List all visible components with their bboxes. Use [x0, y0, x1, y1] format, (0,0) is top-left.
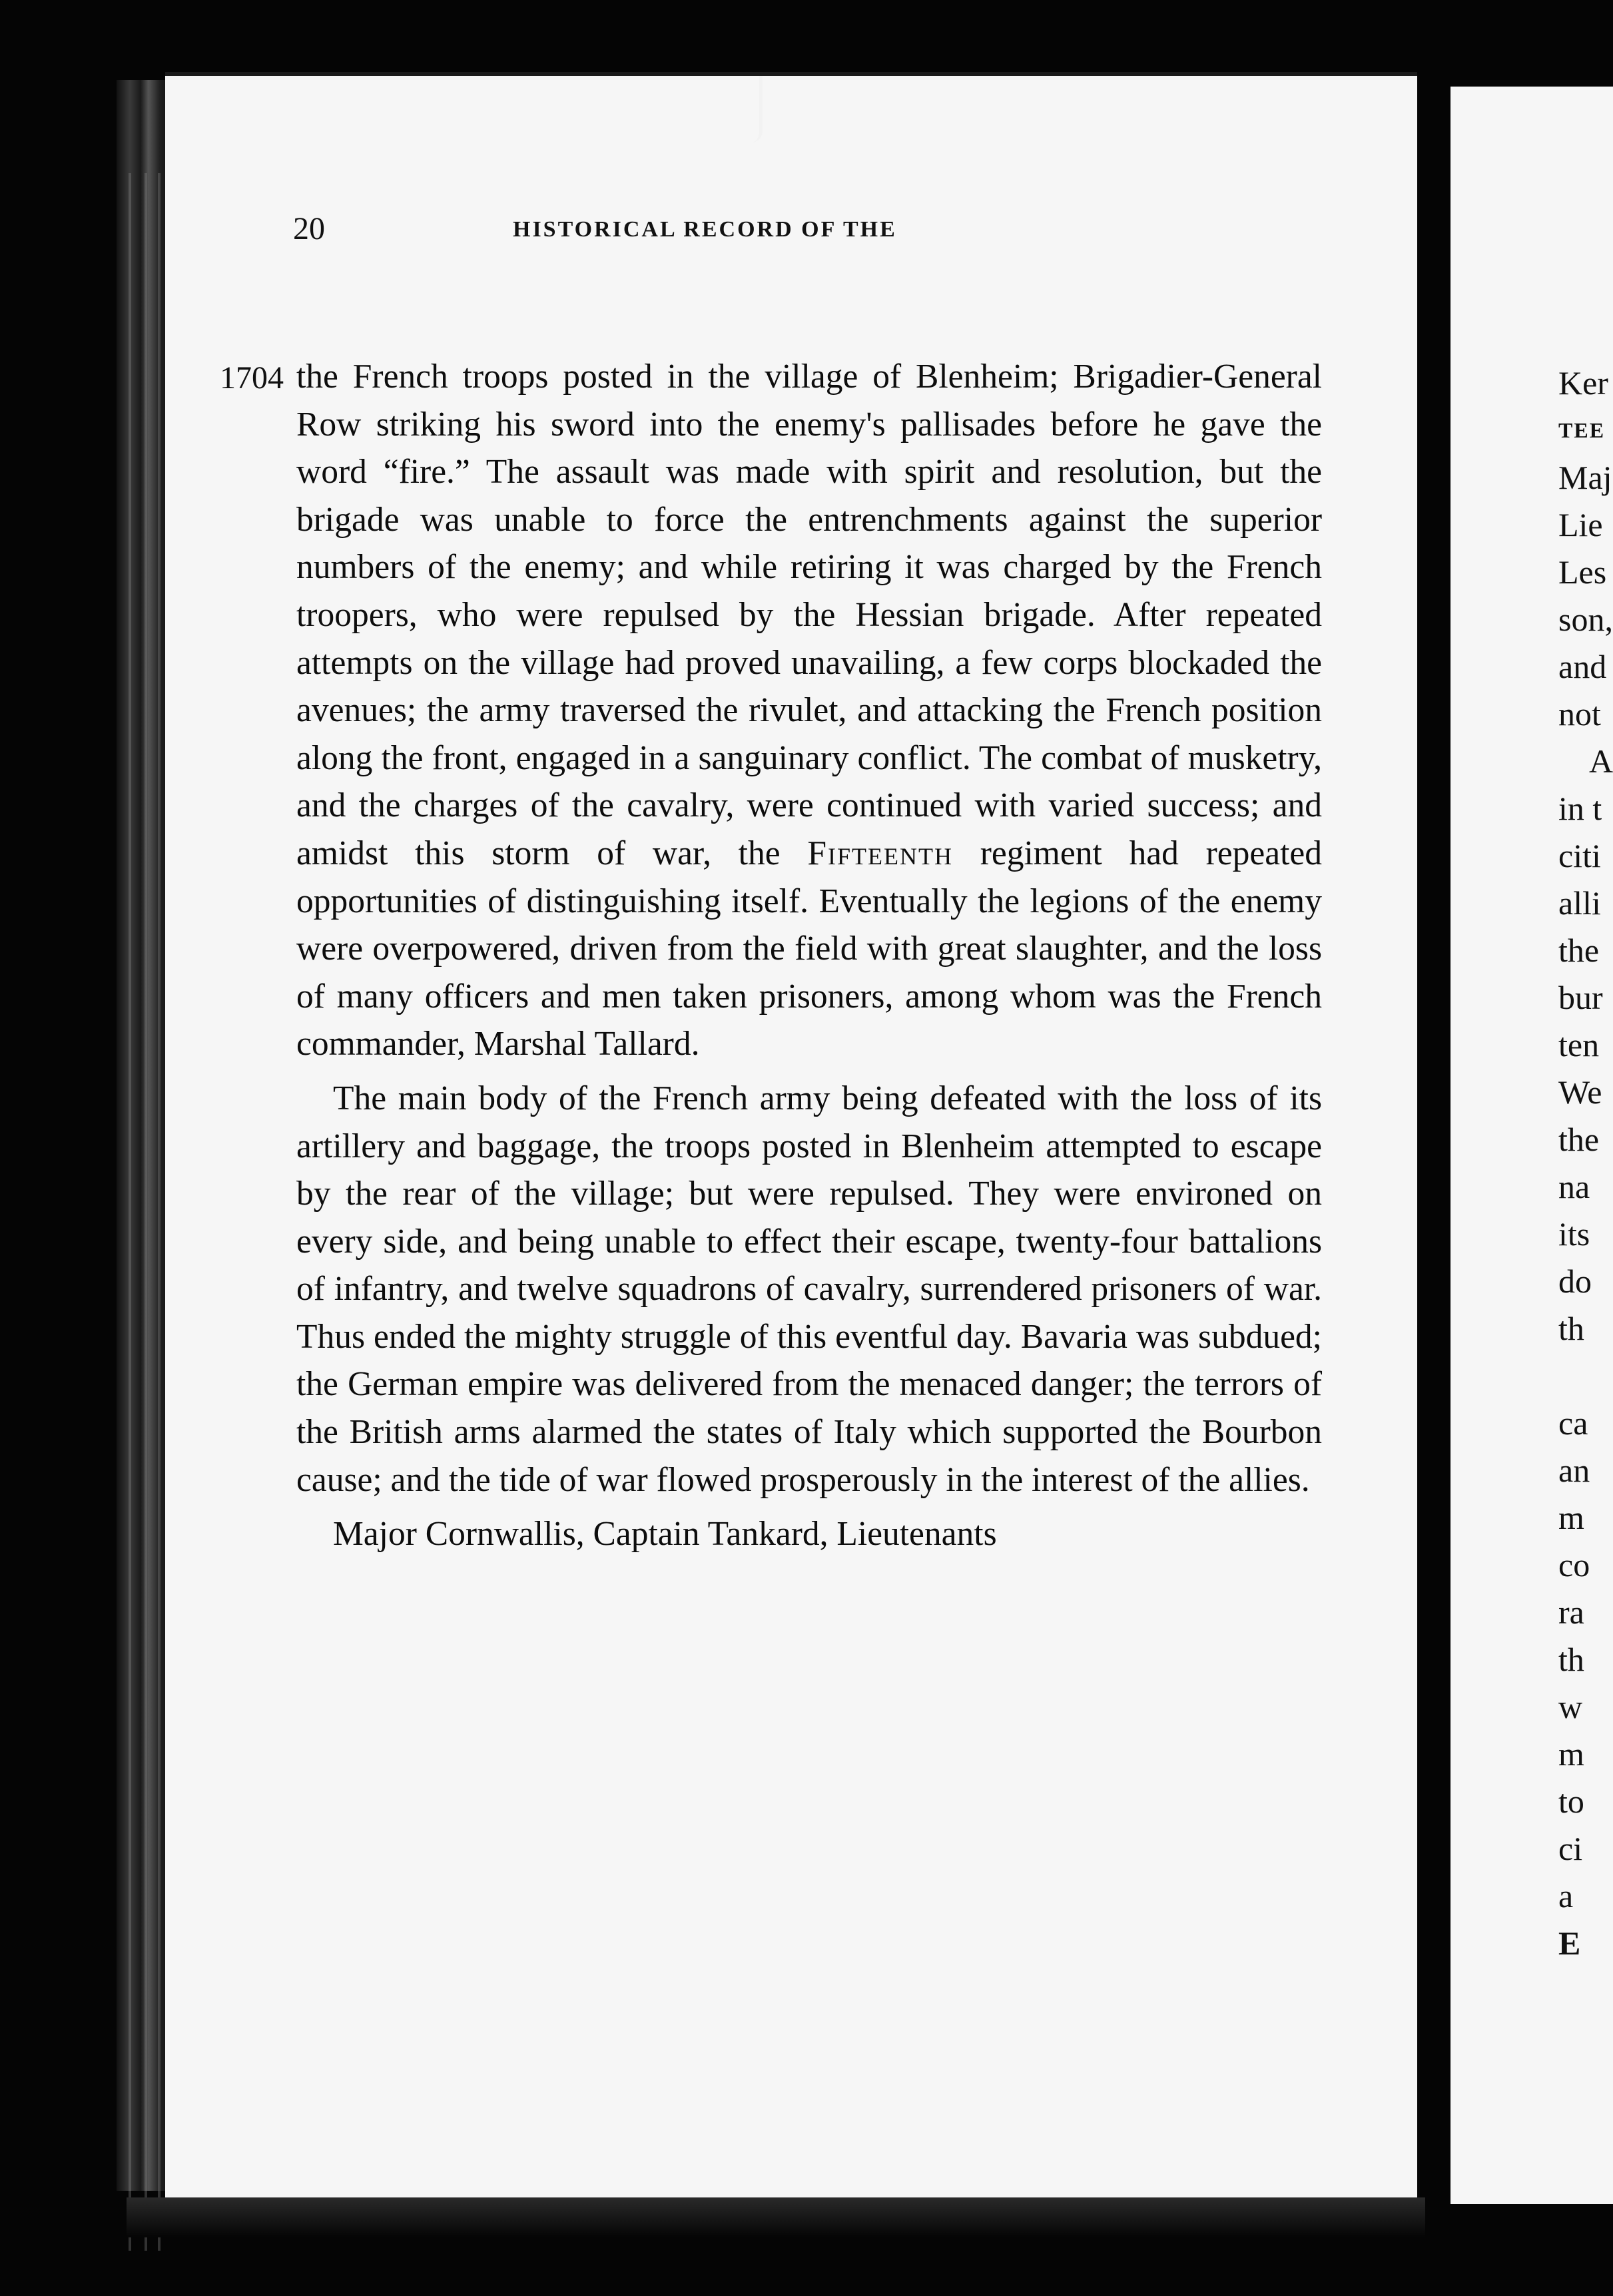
- page-header: [0, 210, 1613, 250]
- spine-line: [145, 173, 147, 2251]
- page-edge-mark: [751, 76, 763, 143]
- facing-line: ca: [1558, 1404, 1588, 1442]
- facing-line: bur: [1558, 979, 1603, 1016]
- facing-line: co: [1558, 1546, 1590, 1583]
- regiment-name: Fifteenth: [807, 834, 953, 872]
- facing-line: in t: [1558, 790, 1602, 827]
- paragraph-1-text-after: regiment had repeated opportunities of distinguishing itself. Eventually the legions of the enemy were overpowered, driven from the field with great slaughter, and the loss of many officers and men taken prisoners, among whom was the French commander, Marshal Tallard.: [296, 834, 1323, 1063]
- facing-line: Ker: [1558, 364, 1608, 402]
- facing-line: to: [1558, 1783, 1584, 1820]
- paragraph-2: The main body of the French army being defeated with the loss of its artillery and baggage, the troops posted in Blenheim attempted to escape by the rear of the village; but were repulsed. They were environed on every side, and being unable to effect their escape, twenty-four battalions of infantry, and twelve squadrons of cavalry, surrendered prisoners of war. Thus ended the mighty struggle of this eventful day. Bavaria was subdued; the German empire was delivered from the menaced danger; the terrors of the British arms alarmed the states of Italy which supported the Bourbon cause; and the tide of war flowed prosperously in the interest of the allies.: [296, 1079, 1322, 1499]
- facing-line: the: [1558, 1121, 1600, 1158]
- paragraph-3: Major Cornwallis, Captain Tankard, Lieutenants: [333, 1515, 997, 1554]
- facing-line: th: [1558, 1310, 1584, 1347]
- facing-line: ci: [1558, 1830, 1583, 1867]
- facing-line: Maj: [1558, 459, 1612, 496]
- facing-line: do: [1558, 1263, 1592, 1300]
- margin-year: 1704: [220, 360, 284, 396]
- facing-line: ten: [1558, 1026, 1600, 1063]
- facing-line: A: [1589, 742, 1613, 780]
- facing-line: m: [1558, 1735, 1584, 1773]
- facing-page-text: [1558, 360, 1613, 1967]
- facing-line: E: [1558, 1924, 1581, 1962]
- facing-line: m: [1558, 1499, 1584, 1536]
- spine-line: [158, 173, 161, 2251]
- facing-line: ra: [1558, 1593, 1584, 1631]
- book-spine: [117, 80, 170, 2191]
- facing-line: w: [1558, 1688, 1583, 1725]
- paragraph-1-text-before: the French troops posted in the village of Blenheim; Brigadier-General Row striking his sword into the enemy's pallisades before he gave the word “fire.” The assault was made with spirit and resolution, but the brigade was unable to force the entrenchments against the superior numbers of the enemy; and while retiring it was charged by the French troopers, who were repulsed by the Hessian brigade. After repeated attempts on the village had proved unavailing, a few corps blockaded the avenues; the army traversed the rivulet, and attacking the French position along the front, engaged in a sanguinary conflict. The combat of musketry, and the charges of the cavalry, were continued with varied success; and amidst this storm of war, the: [296, 358, 1322, 872]
- facing-line: Les: [1558, 553, 1607, 591]
- facing-line: a: [1558, 1877, 1574, 1914]
- body-text: [296, 353, 1322, 1558]
- page-number: 20: [293, 211, 325, 246]
- facing-line: na: [1558, 1168, 1590, 1205]
- running-head: HISTORICAL RECORD OF THE: [513, 217, 897, 242]
- facing-line: alli: [1558, 884, 1601, 922]
- page-bottom-edge: [127, 2197, 1425, 2237]
- facing-line: an: [1558, 1452, 1590, 1489]
- spine-line: [129, 173, 131, 2251]
- paragraph-1: [296, 353, 1322, 1068]
- facing-line: TEE: [1558, 418, 1606, 442]
- facing-line: the: [1558, 932, 1600, 969]
- facing-line: its: [1558, 1215, 1590, 1253]
- facing-line: Lie: [1558, 506, 1603, 543]
- facing-line: and: [1558, 648, 1607, 685]
- facing-line: th: [1558, 1641, 1584, 1678]
- facing-line: not: [1558, 695, 1601, 732]
- facing-line: citi: [1558, 837, 1601, 874]
- facing-line: We: [1558, 1073, 1602, 1111]
- facing-line: [1558, 1352, 1613, 1400]
- facing-line: son,: [1558, 601, 1613, 638]
